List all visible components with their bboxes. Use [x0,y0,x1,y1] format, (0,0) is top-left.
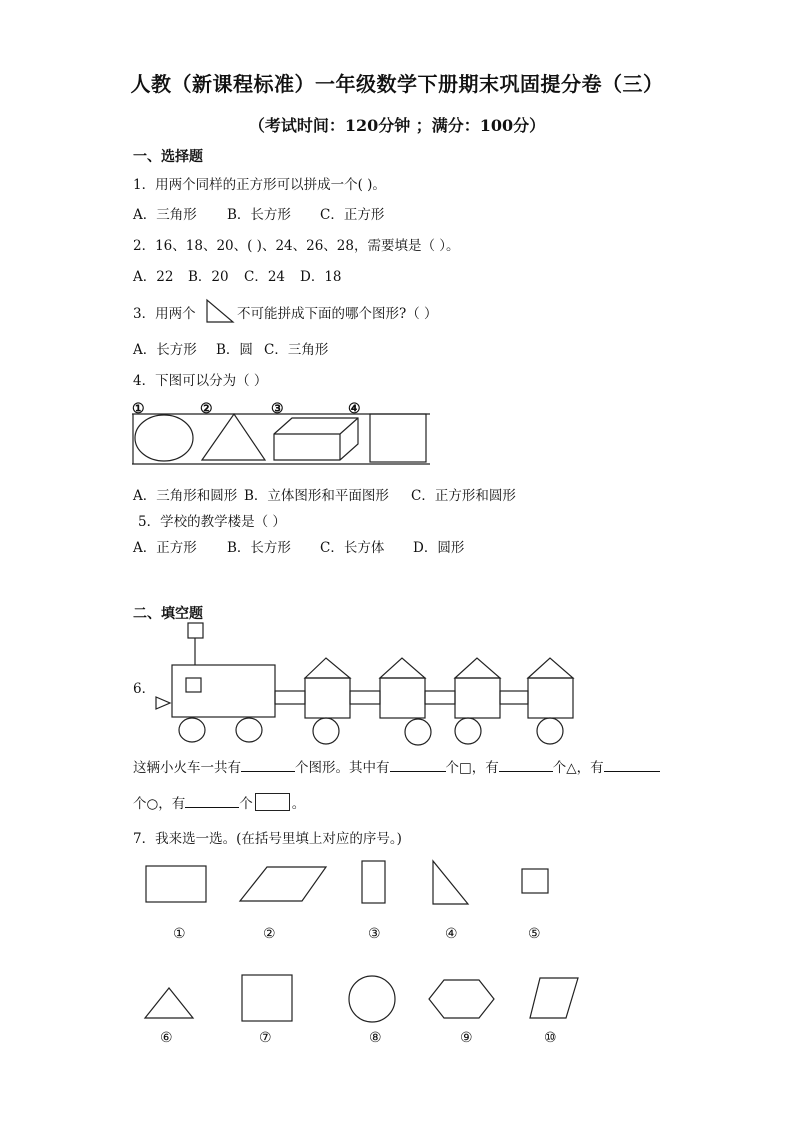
question-2-option-c: C．24 [244,269,286,285]
rectangle-icon [255,793,290,811]
question-3-stem-start: 3．用两个 [133,306,196,322]
shape-triangle [145,988,193,1018]
section-heading-choice: 一、选择题 [133,149,203,165]
shape-circle [349,976,395,1022]
answer-blank-circles[interactable] [604,757,660,772]
q6-text-4: 个△，有 [552,760,604,776]
question-3-option-b: B．圆 [216,342,253,358]
question-2-option-a: A．22 [133,269,174,285]
question-5-option-c: C．长方体 [320,540,385,556]
question-5-stem: 5．学校的教学楼是（ ） [138,514,286,530]
shape-hexagon [429,980,494,1018]
figure-label-1: ① [132,401,145,417]
question-1-option-b: B．长方形 [227,207,291,223]
shape-label-7: ⑦ [259,1030,272,1046]
shape-label-8: ⑧ [369,1030,382,1046]
answer-blank-squares[interactable] [390,757,446,772]
question-6-number: 6． [133,681,156,697]
shape-label-1: ① [173,926,186,942]
shape-small-square [522,869,548,893]
question-3-option-a: A．长方形 [133,342,197,358]
exam-info: （考试时间：120分钟 ；满分：100分） [248,116,546,135]
question-6-line-2 [133,792,305,812]
figure-label-2: ② [200,401,213,417]
question-1-option-c: C．正方形 [320,207,385,223]
question-2-option-b: B．20 [188,269,229,285]
shape-label-6: ⑥ [160,1030,173,1046]
question-1-stem: 1．用两个同样的正方形可以拼成一个( )。 [133,177,386,193]
answer-blank-triangles[interactable] [499,757,553,772]
shapes-row-1 [140,858,560,908]
question-2-option-d: D．18 [300,269,342,285]
shape-label-4: ④ [445,926,458,942]
answer-blank-total[interactable] [241,757,295,772]
question-5-option-d: D．圆形 [413,540,465,556]
question-4-option-a: A．三角形和圆形 [133,488,238,504]
figure-label-3: ③ [271,401,284,417]
question-5-option-b: B．长方形 [227,540,291,556]
shape-label-3: ③ [368,926,381,942]
shape-label-2: ② [263,926,276,942]
q6-text-7: 。 [291,796,306,812]
question-3-option-c: C．三角形 [264,342,329,358]
question-3-stem-end: 不可能拼成下面的哪个图形?（ ） [237,306,438,322]
right-triangle-icon [205,298,235,324]
question-4-option-b: B．立体图形和平面图形 [244,488,389,504]
shape-label-5: ⑤ [528,926,541,942]
q6-text-1: 这辆小火车一共有 [133,760,241,776]
question-5-option-a: A．正方形 [133,540,197,556]
q6-text-6: 个 [239,796,253,812]
question-6-line-1 [133,756,660,776]
q6-text-5: 个○，有 [133,796,186,812]
shape-label-10: ⑩ [544,1030,557,1046]
shape-rectangle [146,866,206,902]
shape-parallelogram [240,867,326,901]
question-4-option-c: C．正方形和圆形 [411,488,516,504]
question-4-stem: 4．下图可以分为（ ） [133,373,268,389]
shape-tall-rectangle [362,861,385,903]
q6-text-3: 个□，有 [445,760,499,776]
shape-square [242,975,292,1021]
q6-text-2: 个图形。其中有 [295,760,390,776]
question-1-option-a: A．三角形 [133,207,197,223]
shape-right-triangle [433,861,468,904]
shapes-row-2 [140,970,590,1028]
section-heading-fill: 二、填空题 [133,606,203,622]
shape-label-9: ⑨ [460,1030,473,1046]
train-figure [150,620,580,748]
question-7-stem: 7．我来选一选。(在括号里填上对应的序号。) [133,831,402,847]
shape-rhombus [530,978,578,1018]
question-2-stem: 2．16、18、20、( )、24、26、28，需要填是（ ）。 [133,238,460,254]
answer-blank-rectangles[interactable] [185,793,239,808]
figure-label-4: ④ [348,401,361,417]
page-title: 人教（新课程标准）一年级数学下册期末巩固提分卷（三） [130,72,664,96]
